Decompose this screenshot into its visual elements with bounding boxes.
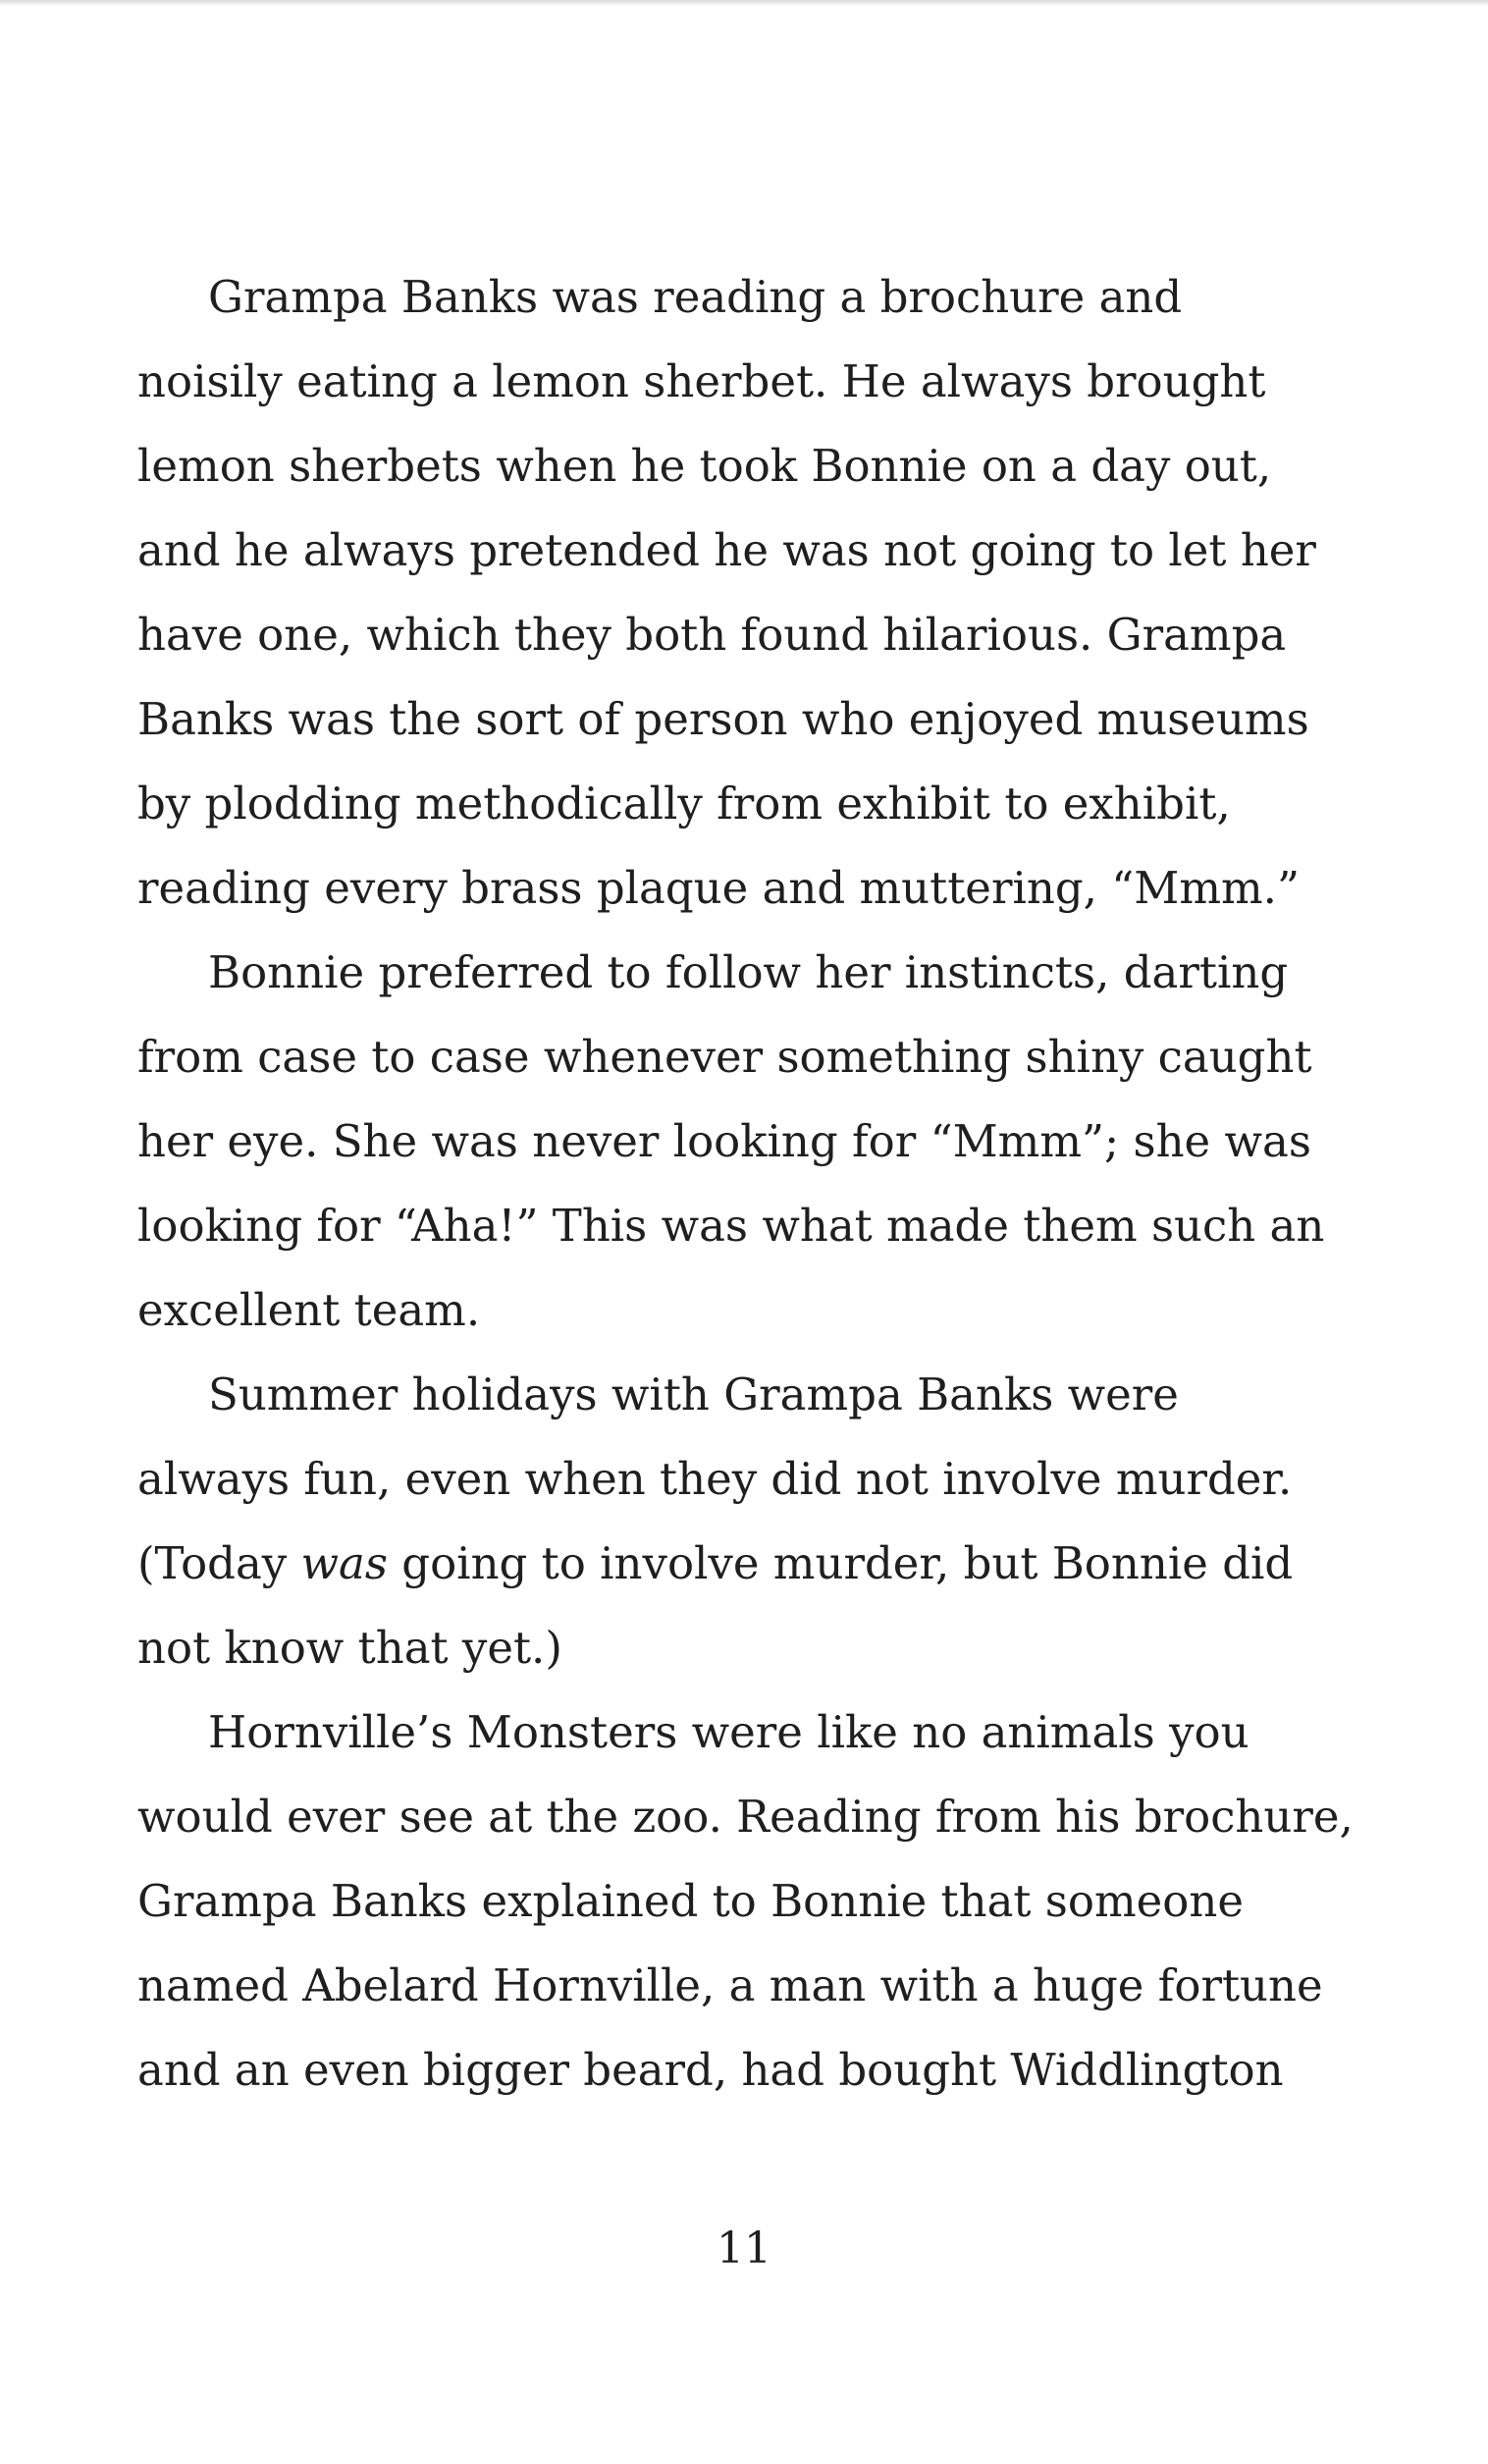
page-number: 11 (717, 2223, 771, 2274)
text-line: reading every brass plaque and muttering, “Mmm.” (137, 862, 1300, 914)
text-line: Bonnie preferred to follow her instincts, darting (208, 946, 1289, 998)
paragraph-4 (137, 1690, 1354, 2113)
text-line: not know that yet.) (137, 1622, 562, 1674)
top-edge-shadow (0, 0, 1488, 6)
paragraph-3 (137, 1353, 1315, 1690)
text-line: looking for “Aha!” This was what made them such an (137, 1200, 1325, 1252)
text-line: excellent team. (137, 1284, 481, 1336)
text-line: and an even bigger beard, had bought Widdlington (137, 2044, 1284, 2096)
text-line: Grampa Banks was reading a brochure and (208, 271, 1183, 323)
text-line: noisily eating a lemon sherbet. He always brought (137, 355, 1266, 407)
text-line: Hornville’s Monsters were like no animals you (208, 1706, 1249, 1758)
book-page-text (137, 255, 1354, 2113)
text-line: have one, which they both found hilarious. Grampa (137, 609, 1287, 661)
paragraph-1 (137, 255, 1315, 931)
text-line: by plodding methodically from exhibit to exhibit, (137, 777, 1231, 830)
text-line: Banks was the sort of person who enjoyed museums (137, 693, 1309, 745)
text-line: lemon sherbets when he took Bonnie on a day out, (137, 440, 1272, 492)
text-line: would ever see at the zoo. Reading from his brochure, (137, 1791, 1354, 1843)
text-line: Grampa Banks explained to Bonnie that someone (137, 1875, 1244, 1927)
text-line: her eye. She was never looking for “Mmm”; she was (137, 1115, 1311, 1167)
text-segment: (Today (137, 1537, 301, 1589)
text-line: Summer holidays with Grampa Banks were (208, 1368, 1179, 1420)
text-line: and he always pretended he was not going to let her (137, 524, 1316, 576)
paragraph-2 (137, 931, 1325, 1353)
text-line-with-italic (137, 1522, 1315, 1606)
text-line: named Abelard Hornville, a man with a huge fortune (137, 1959, 1323, 2011)
text-line: always fun, even when they did not involve murder. (137, 1453, 1293, 1505)
text-segment: going to involve murder, but Bonnie did (387, 1537, 1294, 1589)
text-line: from case to case whenever something shiny caught (137, 1031, 1312, 1083)
italic-word: was (300, 1537, 388, 1589)
